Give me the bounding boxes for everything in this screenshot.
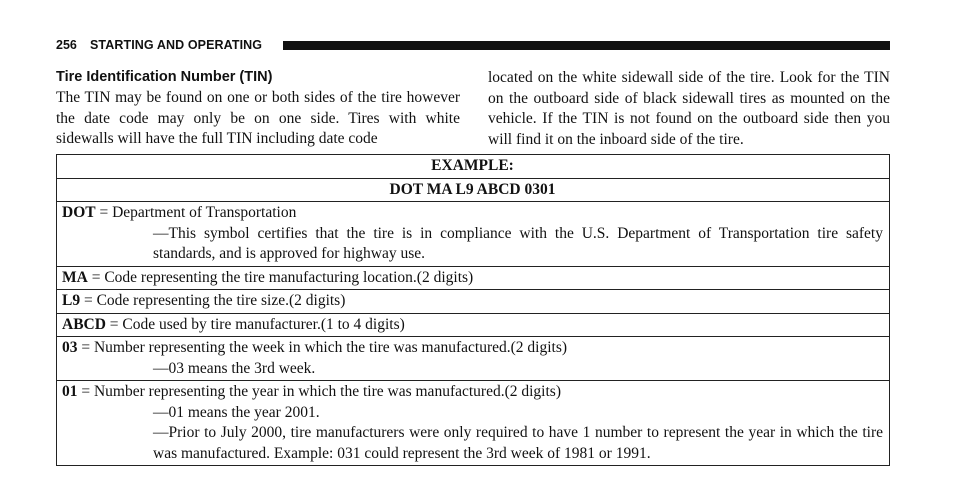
table-row	[57, 201, 889, 266]
example-code: DOT MA L9 ABCD 0301	[389, 180, 556, 198]
row-note: —03 means the 3rd week.	[153, 359, 316, 377]
row-code: DOT	[62, 204, 96, 221]
row-definition-text: = Code representing the tire manufacturing location.(2 digits)	[87, 268, 474, 286]
row-code: 03	[62, 339, 78, 356]
row-definition	[62, 291, 883, 312]
row-definition	[62, 203, 883, 224]
table-row	[57, 266, 889, 290]
row-code: MA	[62, 268, 88, 286]
page-number: 256	[56, 38, 77, 52]
row-definition	[62, 382, 883, 403]
right-column	[488, 68, 890, 150]
example-code-row	[57, 178, 889, 202]
row-definition-text: = Code used by tire manufacturer.(1 to 4 digits)	[105, 315, 405, 333]
row-definition-text: = Number representing the year in which the tire was manufactured.(2 digits)	[77, 383, 561, 400]
page-header	[56, 38, 890, 52]
tin-example-table	[56, 154, 890, 466]
example-label: EXAMPLE:	[431, 157, 514, 174]
example-label-row	[57, 155, 889, 178]
table-row	[57, 380, 889, 465]
row-note: —This symbol certifies that the tire is in compliance with the U.S. Department of Transportation tire safety standards, and is approved for highway use.	[153, 224, 883, 262]
table-row	[57, 289, 889, 313]
row-definition	[62, 268, 883, 289]
section-title: STARTING AND OPERATING	[90, 38, 263, 52]
row-definition-text: = Department of Transportation	[95, 204, 297, 221]
right-paragraph: located on the white sidewall side of the tire. Look for the TIN on the outboard side of black sidewall tires as mounted on the vehicle. If the TIN is not found on the outboard side then you will find it on the inboard side of the tire.	[488, 69, 890, 148]
row-note: —Prior to July 2000, tire manufacturers were only required to have 1 number to represent the year in which the tire was manufactured. Example: 031 could represent the 3rd week of 1981 or 1991.	[153, 424, 883, 462]
header-rule	[283, 41, 890, 50]
left-column	[56, 67, 460, 150]
row-code: ABCD	[62, 315, 106, 333]
row-code: 01	[62, 383, 78, 400]
table-row	[57, 313, 889, 337]
left-paragraph: The TIN may be found on one or both sides of the tire however the date code may only be on one side. Tires with white sidewalls will have the full TIN including date code	[56, 89, 460, 147]
row-definition	[62, 338, 883, 359]
row-code: L9	[62, 292, 81, 309]
article-heading: Tire Identification Number (TIN)	[56, 69, 273, 85]
row-note: —01 means the year 2001.	[153, 403, 320, 421]
row-definition-text: = Number representing the week in which the tire was manufactured.(2 digits)	[77, 339, 568, 356]
row-definition-text: = Code representing the tire size.(2 digits)	[80, 292, 346, 309]
row-definition	[62, 315, 883, 336]
table-row	[57, 336, 889, 380]
